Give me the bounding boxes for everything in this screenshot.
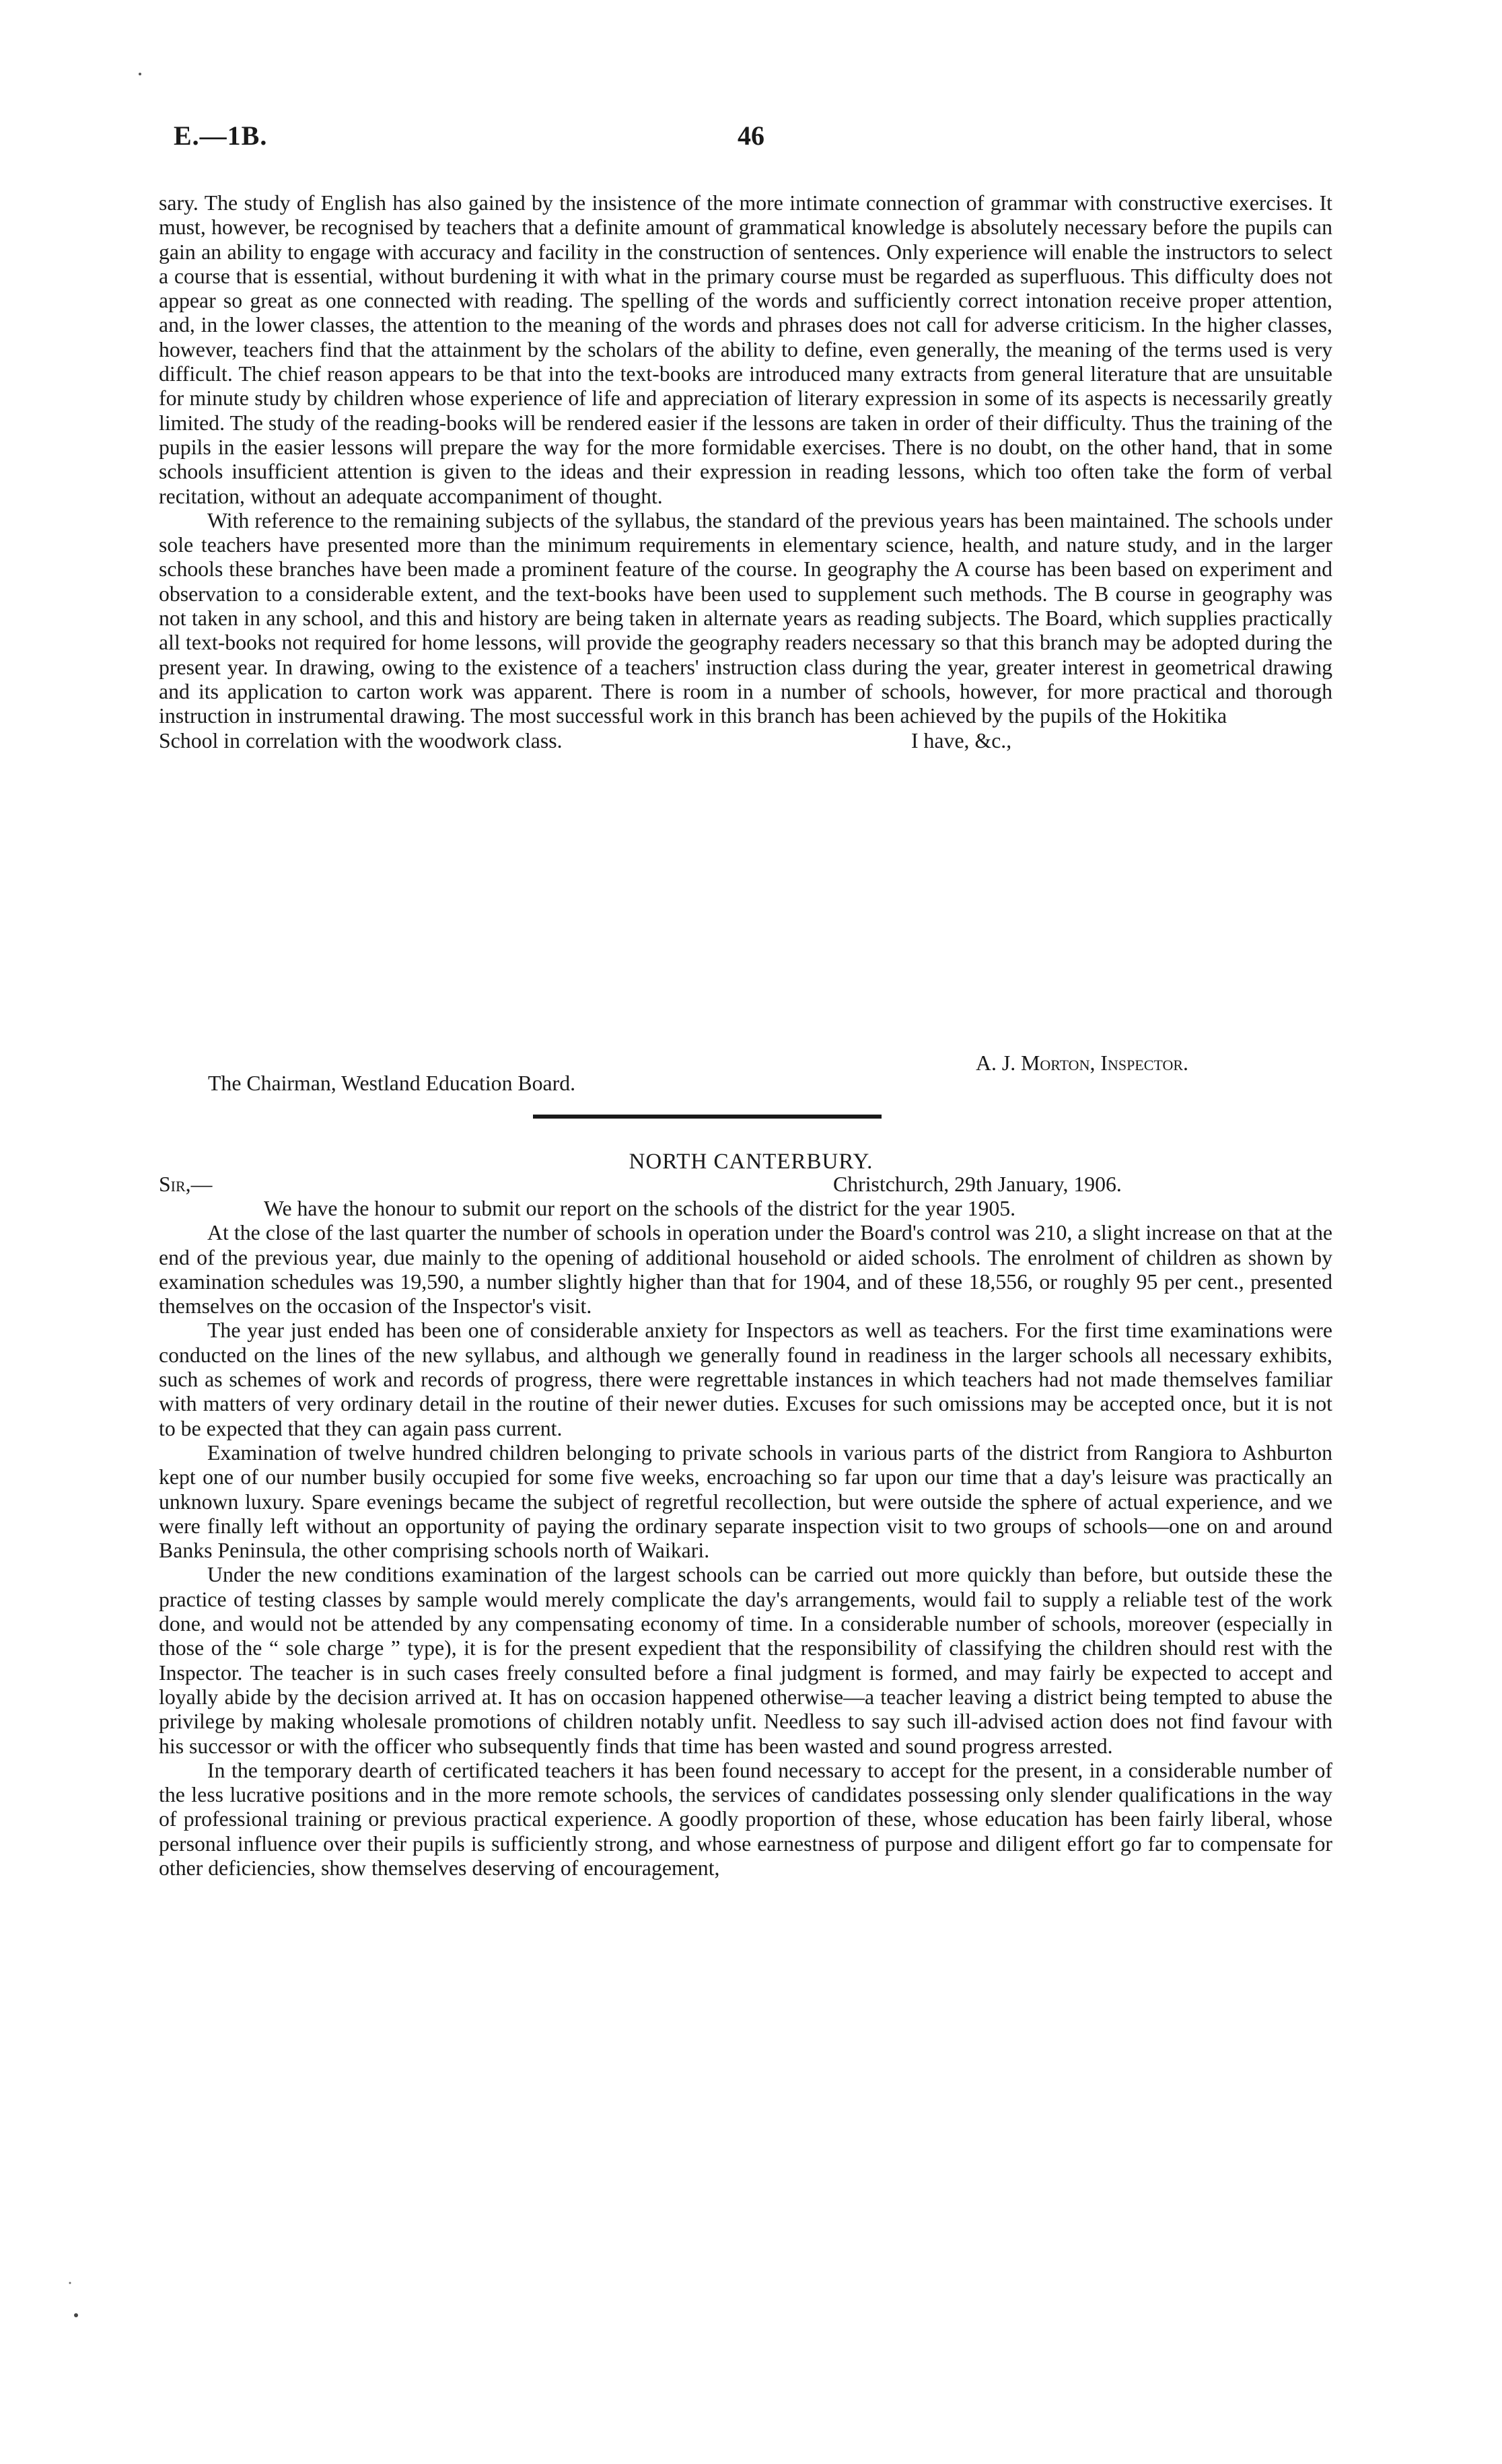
body-paragraph: Examination of twelve hundred children belonging to private schools in various parts of the district from Rangiora to Ashburton kept one of our number busily occupied for some five weeks, encroaching so far upon our time that a day's leisure was practically an unknown luxury. Spare evenings became the subject of regretful recollection, but were outside the sphere of actual experience, and we were finally left without an opportunity of paying the ordinary separate inspection visit to two groups of schools—one on and around Banks Peninsula, the other comprising schools north of Waikari. [159, 1440, 1332, 1563]
section-divider [533, 1115, 882, 1119]
body-paragraph: At the close of the last quarter the number of schools in operation under the Board's control was 210, a slight increase on that at the end of the previous year, due mainly to the opening of additional household or aided schools. The enrolment of children as shown by examination schedules was 19,590, a number slightly higher than that for 1904, and of these 18,556, or roughly 95 per cent., presented themselves on the occasion of the Inspector's visit. [159, 1221, 1332, 1318]
body-paragraph: With reference to the remaining subjects of the syllabus, the standard of the previous years has been maintained. The schools under sole teachers have presented more than the minimum requirements in elementary science, health, and nature study, and in the larger schools these branches have been made a prominent feature of the course. In geography the A course has been based on experiment and observation to a considerable extent, and the text-books have been used to supplement such methods. The B course in geography was not taken in any school, and this and history are being taken in alternate years as reading subjects. The Board, which supplies practically all text-books not required for home lessons, will provide the geography readers necessary so that this branch may be adopted during the present year. In drawing, owing to the existence of a teachers' instruction class during the year, greater interest in geometrical drawing and its application to carton work was apparent. There is room in a number of schools, however, for more practical and thorough instruction in instrumental drawing. The most successful work in this branch has been achieved by the pupils of the Hokitika [159, 508, 1332, 728]
north-canterbury-report-section [159, 1197, 1332, 1880]
scan-speck [74, 2313, 78, 2317]
salutation: Sir,— [159, 1172, 213, 1196]
scan-speck [69, 2282, 71, 2284]
inspector-signature: A. J. Morton, Inspector. [976, 1051, 1188, 1075]
closing-row [159, 729, 1332, 753]
body-paragraph: In the temporary dearth of certificated teachers it has been found necessary to accept for the present, in a considerable number of the less lucrative positions and in the more remote schools, the services of candidates possessing only slender qualifications in the way of professional training or previous practical experience. A goodly proportion of these, whose education has been fairly liberal, whose personal influence over their pupils is sufficiently strong, and whose earnestness of purpose and diligent effort go far to compensate for other deficiencies, show themselves deserving of encouragement, [159, 1758, 1332, 1880]
body-paragraph: sary. The study of English has also gained by the insistence of the more intimate connection of grammar with constructive exercises. It must, however, be recognised by teachers that a definite amount of grammatical knowledge is absolutely necessary before the pupils can gain an ability to engage with accuracy and facility in the construction of sentences. Only experience will enable the instructors to select a course that is essential, without burdening it with what in the primary course must be regarded as superfluous. This difficulty does not appear so great as one connected with reading. The spelling of the words and sufficiently correct intonation receive proper attention, and, in the lower classes, the attention to the meaning of the words and phrases does not call for adverse criticism. In the higher classes, however, teachers find that the attainment by the scholars of the ability to define, even generally, the meaning of the terms used is very difficult. The chief reason appears to be that into the text-books are introduced many extracts from general literature that are unsuitable for minute study by children whose experience of life and appreciation of literary expression in some of its aspects is necessarily greatly limited. The study of the reading-books will be rendered easier if the lessons are taken in order of their difficulty. Thus the training of the pupils in the easier lessons will prepare the way for the more formidable exercises. There is no doubt, on the other hand, that in some schools insufficient attention is given to the ideas and their expression in reading lessons, which too often take the form of verbal recitation, without an adequate accompaniment of thought. [159, 191, 1332, 508]
addressee: The Chairman, Westland Education Board. [208, 1071, 576, 1095]
body-paragraph: We have the honour to submit our report on the schools of the district for the year 1905. [264, 1197, 1016, 1220]
body-paragraph: Under the new conditions examination of the largest schools can be carried out more quickly than before, but outside these the practice of testing classes by sample would merely complicate the day's arrangements, would fail to supply a reliable test of the work done, and would not be attended by any compensating economy of time. In a considerable number of schools, moreover (especially in those of the “ sole charge ” type), it is for the present expedient that the responsibility of classifying the children should rest with the Inspector. The teacher is in such cases freely consulted before a final judgment is formed, and may fairly be expected to accept and loyally abide by the decision arrived at. It has on occasion happened otherwise—a teacher leaving a district being tempted to abuse the privilege by making wholesale promotions of children notably unfit. Needless to say such ill-advised action does not find favour with his successor or with the officer who subsequently finds that time has been wasted and sound progress arrested. [159, 1563, 1332, 1758]
document-reference: E.—1B. [174, 120, 268, 151]
salutation-row [159, 1172, 1332, 1197]
place-date: Christchurch, 29th January, 1906. [833, 1172, 1122, 1196]
section-title: NORTH CANTERBURY. [629, 1150, 873, 1174]
page-header [167, 120, 1335, 160]
westland-report-section [159, 191, 1332, 753]
body-paragraph: The year just ended has been one of considerable anxiety for Inspectors as well as teachers. For the first time examinations were conducted on the lines of the new syllabus, and although we generally found in readiness in the larger schools all necessary exhibits, such as schemes of work and records of progress, there were regrettable instances in which teachers had not made themselves familiar with matters of very ordinary detail in the routine of their newer duties. Excuses for such omissions may be accepted once, but it is not to be expected that they can again pass current. [159, 1318, 1332, 1440]
paragraph-last-line: School in correlation with the woodwork class. [159, 728, 563, 752]
page-number: 46 [738, 120, 764, 151]
closing-salutation: I have, &c., [911, 728, 1012, 752]
scan-speck [139, 73, 141, 75]
